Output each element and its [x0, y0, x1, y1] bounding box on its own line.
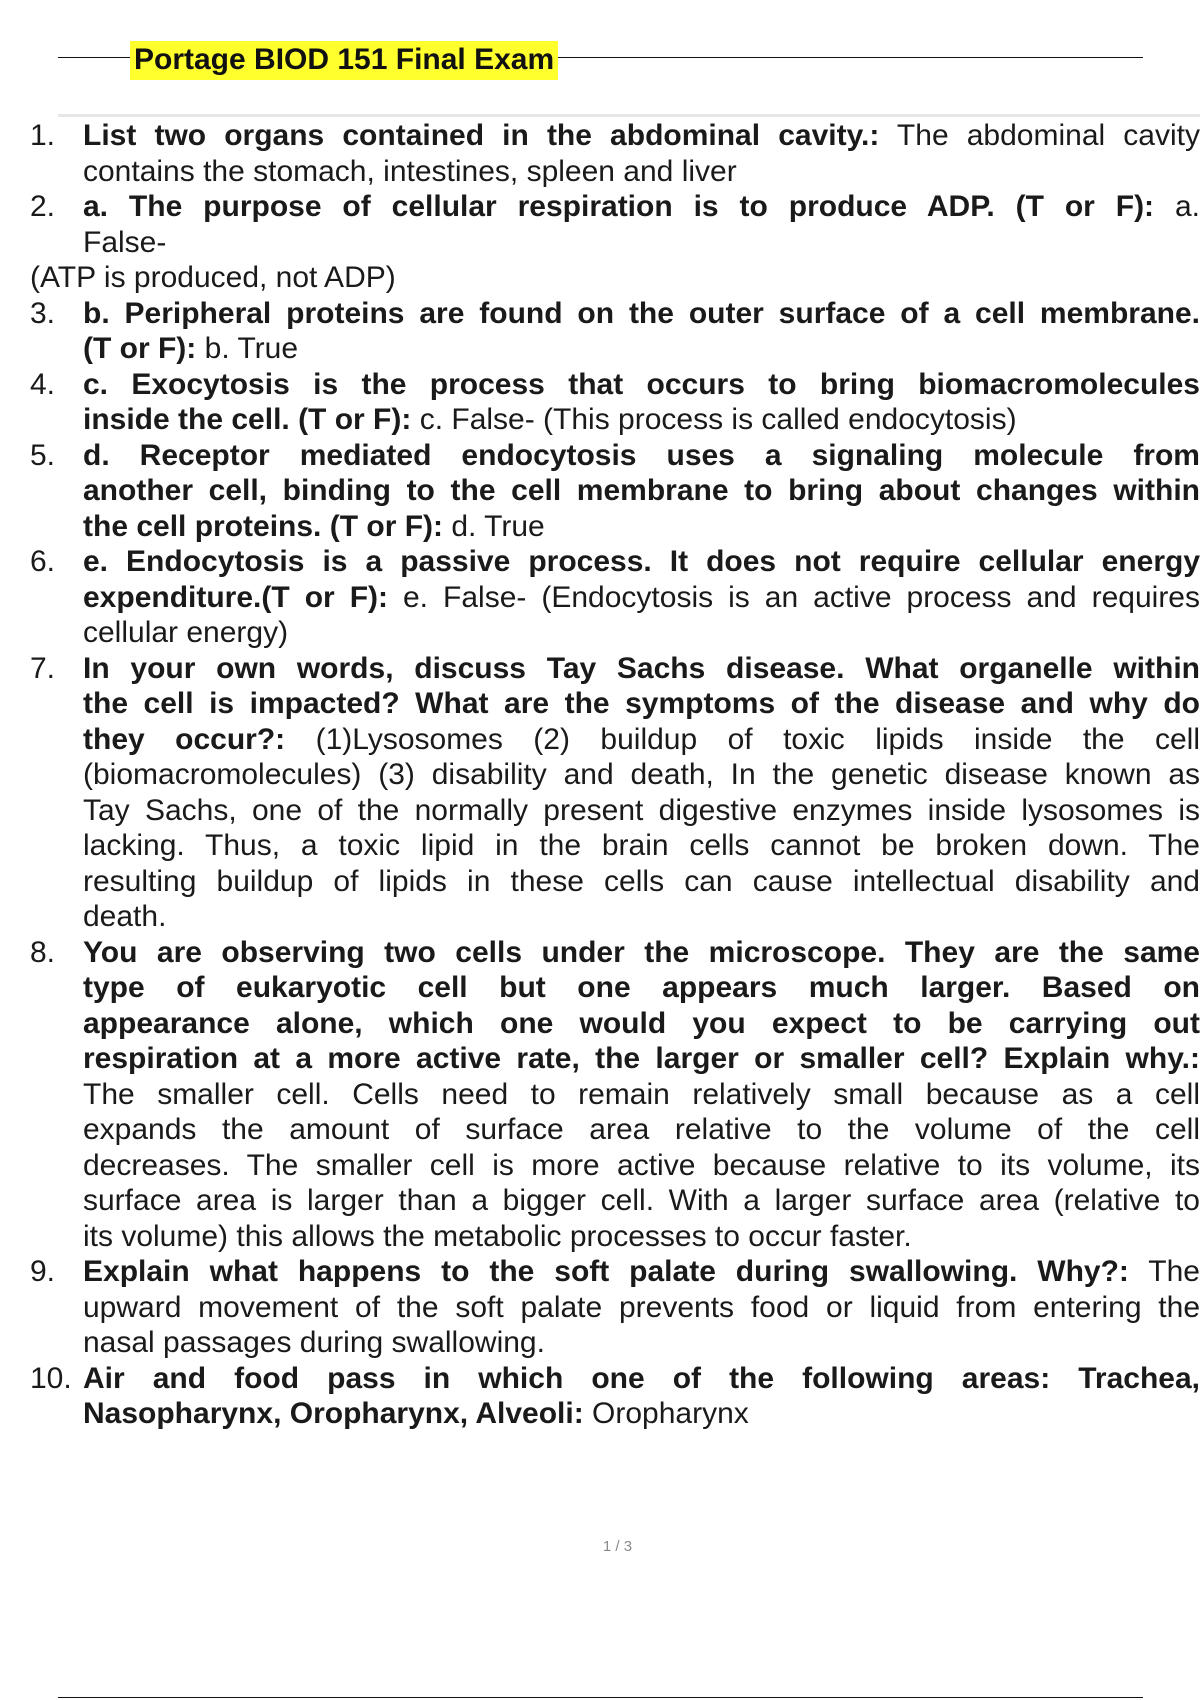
question-body — [83, 935, 1200, 1255]
text-line — [83, 1361, 1200, 1397]
question-text: type of eukaryotic cell but one appears much larger. Based on — [83, 971, 1200, 1004]
text-line — [83, 793, 1200, 829]
answer-text: death. — [83, 900, 167, 933]
question-item — [0, 1254, 1200, 1361]
answer-note: (ATP is produced, not ADP) — [30, 261, 396, 294]
question-body — [83, 651, 1200, 935]
answer-text: c. False- (This process is called endocytosis) — [411, 403, 1017, 436]
answer-text: The abdominal cavity — [879, 119, 1200, 152]
answer-text: The smaller cell. Cells need to remain relatively small because as a cell — [83, 1077, 1200, 1111]
text-line — [83, 935, 1200, 971]
answer-text: b. True — [196, 332, 299, 365]
text-line — [83, 580, 1200, 616]
question-number: 4. — [30, 367, 56, 401]
question-text: expenditure.(T or F): — [83, 580, 388, 614]
question-text: Nasopharynx, Oropharynx, Alveoli: — [83, 1397, 584, 1430]
question-number: 9. — [30, 1255, 56, 1288]
question-text: (T or F): — [83, 332, 197, 365]
question-text: inside the cell. (T or F): — [83, 403, 412, 436]
answer-text: d. True — [443, 509, 545, 543]
question-text: the cell is impacted? What are the symptoms of the disease and why do — [83, 687, 1200, 720]
question-number: 10. — [30, 1361, 72, 1395]
text-line — [83, 225, 1200, 261]
answer-text: e. False- (Endocytosis is an active process and requires — [388, 580, 1200, 614]
text-line — [83, 1290, 1200, 1326]
text-line — [83, 686, 1200, 722]
question-text: another cell, binding to the cell membrane to bring about changes within — [83, 474, 1200, 507]
header-divider — [58, 114, 1200, 117]
question-item — [0, 438, 1200, 545]
question-text: b. Peripheral proteins are found on the outer surface of a cell membrane. — [83, 296, 1200, 330]
exam-header — [58, 38, 1143, 78]
question-item — [0, 935, 1200, 1255]
question-number: 7. — [30, 651, 56, 685]
question-number: 2. — [30, 190, 56, 223]
question-item — [0, 189, 1200, 260]
text-line — [83, 367, 1200, 403]
text-line — [83, 970, 1200, 1006]
answer-text: Tay Sachs, one of the normally present digestive enzymes inside lysosomes is — [83, 793, 1200, 827]
question-body — [83, 189, 1200, 260]
text-line — [83, 1396, 1200, 1432]
page-number: 1 / 3 — [602, 1538, 633, 1555]
answer-text: upward movement of the soft palate prevents food or liquid from entering the — [83, 1290, 1200, 1324]
text-line — [83, 1006, 1200, 1042]
text-line — [83, 296, 1200, 332]
text-line — [83, 118, 1200, 154]
question-body — [83, 438, 1200, 545]
page-title: Portage BIOD 151 Final Exam — [130, 41, 558, 80]
question-number: 3. — [30, 296, 56, 330]
question-list — [0, 118, 1200, 1432]
question-item — [0, 296, 1200, 367]
text-line — [83, 651, 1200, 687]
text-line — [83, 1183, 1200, 1219]
text-line — [83, 1148, 1200, 1184]
text-line — [83, 544, 1200, 580]
text-line — [83, 899, 1200, 935]
text-line — [83, 509, 1200, 545]
text-line — [83, 331, 1200, 367]
answer-text: decreases. The smaller cell is more active because relative to its volume, its — [83, 1148, 1200, 1182]
question-text: e. Endocytosis is a passive process. It does not require cellular energy — [83, 545, 1200, 578]
text-line — [83, 615, 1200, 651]
text-line — [83, 189, 1200, 225]
question-item — [0, 118, 1200, 189]
question-text: they occur?: — [83, 722, 286, 756]
text-line — [83, 864, 1200, 900]
question-text: You are observing two cells under the microscope. They are the same — [83, 935, 1200, 969]
text-line — [83, 828, 1200, 864]
question-number: 6. — [30, 545, 56, 578]
question-text: a. The purpose of cellular respiration is to produce ADP. (T or F): — [83, 190, 1155, 223]
question-item — [0, 651, 1200, 935]
answer-text: contains the stomach, intestines, spleen and liver — [83, 154, 737, 188]
question-text: respiration at a more active rate, the larger or smaller cell? Explain why.: — [83, 1042, 1200, 1075]
text-line — [83, 1325, 1200, 1361]
text-line — [83, 402, 1200, 438]
question-body — [83, 367, 1200, 438]
text-line — [83, 154, 1200, 190]
text-line — [83, 757, 1200, 793]
question-body — [83, 1361, 1200, 1432]
question-item — [0, 544, 1200, 651]
answer-text: a. — [1154, 190, 1200, 223]
answer-text: nasal passages during swallowing. — [83, 1326, 545, 1359]
question-item — [0, 1361, 1200, 1432]
question-number: 8. — [30, 935, 56, 969]
question-text: the cell proteins. (T or F): — [83, 509, 444, 543]
question-text: Air and food pass in which one of the following areas: Trachea, — [83, 1361, 1200, 1395]
footer-rule — [58, 1697, 1143, 1698]
answer-text: its volume) this allows the metabolic processes to occur faster. — [83, 1219, 912, 1253]
answer-text: expands the amount of surface area relative to the volume of the cell — [83, 1113, 1200, 1146]
answer-text: cellular energy) — [83, 616, 289, 649]
answer-text: (1)Lysosomes (2) buildup of toxic lipids inside the cell — [285, 722, 1200, 756]
text-line — [83, 1041, 1200, 1077]
question-body — [83, 118, 1200, 189]
answer-text: Oropharynx — [583, 1397, 749, 1430]
text-line — [83, 438, 1200, 474]
text-line — [83, 1112, 1200, 1148]
text-line — [83, 473, 1200, 509]
question-text: In your own words, discuss Tay Sachs disease. What organelle within — [83, 651, 1200, 685]
question-body — [83, 544, 1200, 651]
answer-text: surface area is larger than a bigger cell. With a larger surface area (relative to — [83, 1184, 1200, 1217]
question-number: 5. — [30, 438, 56, 472]
answer-text: False- — [83, 225, 167, 259]
answer-text: resulting buildup of lipids in these cells can cause intellectual disability and — [83, 864, 1200, 898]
question-text: List two organs contained in the abdominal cavity.: — [83, 119, 880, 152]
text-line — [83, 1077, 1200, 1113]
answer-text: lacking. Thus, a toxic lipid in the brain cells cannot be broken down. The — [83, 829, 1200, 862]
question-text: d. Receptor mediated endocytosis uses a signaling molecule from — [83, 438, 1200, 472]
text-line — [83, 722, 1200, 758]
question-body — [83, 296, 1200, 367]
question-body — [83, 1254, 1200, 1361]
question-number: 1. — [30, 119, 56, 152]
text-line — [83, 1219, 1200, 1255]
answer-text: (biomacromolecules) (3) disability and death, In the genetic disease known as — [83, 758, 1200, 791]
question-text: c. Exocytosis is the process that occurs to bring biomacromolecules — [83, 367, 1200, 401]
question-text: Explain what happens to the soft palate during swallowing. Why?: — [83, 1255, 1129, 1288]
question-item — [0, 367, 1200, 438]
answer-text: The — [1128, 1255, 1200, 1288]
question-text: appearance alone, which one would you expect to be carrying out — [83, 1006, 1200, 1040]
text-line — [83, 1254, 1200, 1290]
